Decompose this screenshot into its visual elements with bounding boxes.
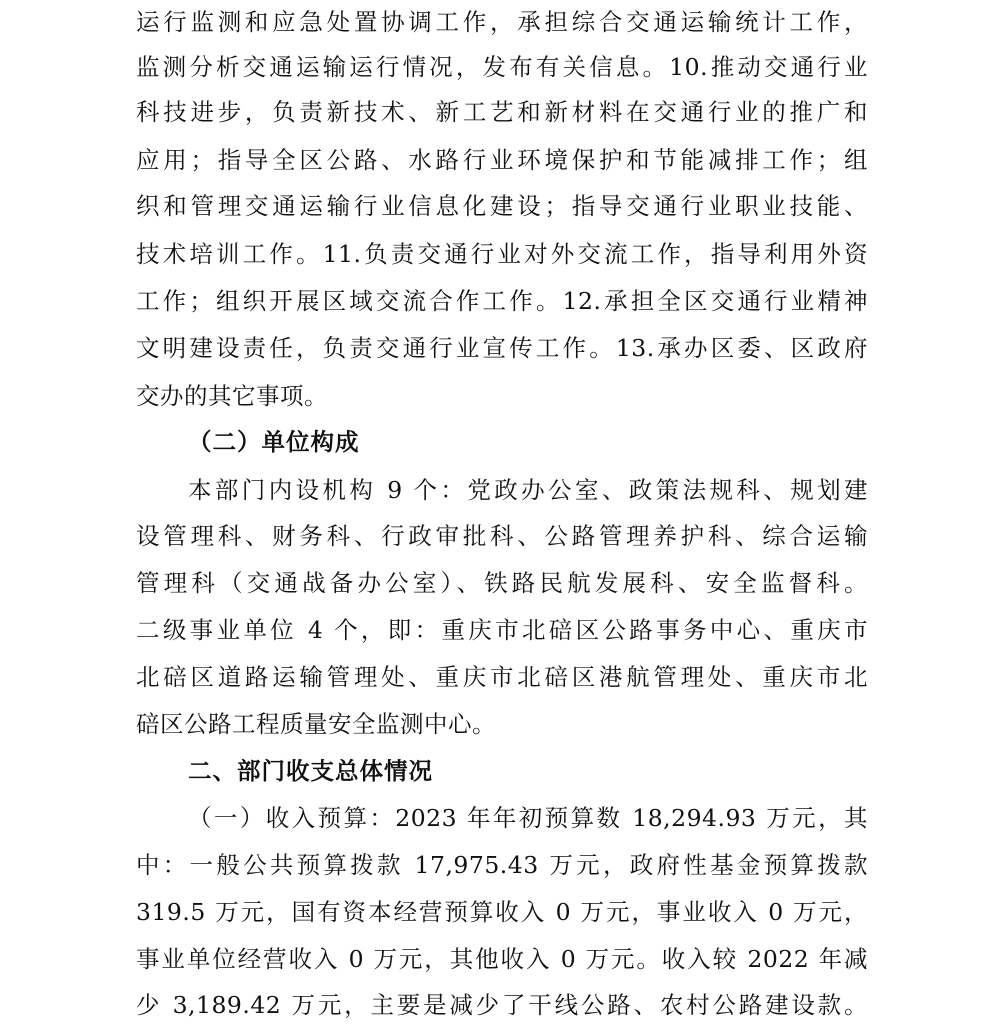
body-text-line: 技术培训工作。11.负责交通行业对外交流工作，指导利用外资 [136, 240, 868, 268]
body-text-line: 事业单位经营收入 0 万元，其他收入 0 万元。收入较 2022 年减 [136, 945, 868, 973]
body-text-line: 织和管理交通运输行业信息化建设；指导交通行业职业技能、 [136, 192, 868, 220]
body-text-line: 少 3,189.42 万元，主要是减少了干线公路、农村公路建设款。 [136, 991, 868, 1019]
body-text-line: 科技进步，负责新技术、新工艺和新材料在交通行业的推广和 [136, 98, 868, 126]
body-text-line: 碚区公路工程质量安全监测中心。 [136, 710, 496, 738]
body-text-line: 本部门内设机构 9 个：党政办公室、政策法规科、规划建 [188, 476, 868, 504]
body-text-line: 设管理科、财务科、行政审批科、公路管理养护科、综合运输 [136, 522, 868, 550]
body-text-line: 监测分析交通运输运行情况，发布有关信息。10.推动交通行业 [136, 53, 868, 81]
section-subheading: （二）单位构成 [188, 428, 360, 456]
body-text-line: 二级事业单位 4 个，即：重庆市北碚区公路事务中心、重庆市 [136, 616, 868, 644]
body-text-line: （一）收入预算：2023 年年初预算数 18,294.93 万元，其 [188, 804, 868, 832]
body-text-line: 管理科（交通战备办公室）、铁路民航发展科、安全监督科。 [136, 569, 868, 597]
section-heading: 二、部门收支总体情况 [188, 757, 433, 785]
body-text-line: 运行监测和应急处置协调工作，承担综合交通运输统计工作， [136, 8, 868, 36]
body-text-line: 工作；组织开展区域交流合作工作。12.承担全区交通行业精神 [136, 287, 868, 315]
body-text-line: 应用；指导全区公路、水路行业环境保护和节能减排工作；组 [136, 146, 868, 174]
body-text-line: 319.5 万元，国有资本经营预算收入 0 万元，事业收入 0 万元， [136, 898, 868, 926]
body-text-line: 北碚区道路运输管理处、重庆市北碚区港航管理处、重庆市北 [136, 663, 868, 691]
body-text-line: 交办的其它事项。 [136, 382, 328, 410]
body-text-line: 文明建设责任，负责交通行业宣传工作。13.承办区委、区政府 [136, 334, 868, 362]
body-text-line: 中：一般公共预算拨款 17,975.43 万元，政府性基金预算拨款 [136, 851, 868, 879]
